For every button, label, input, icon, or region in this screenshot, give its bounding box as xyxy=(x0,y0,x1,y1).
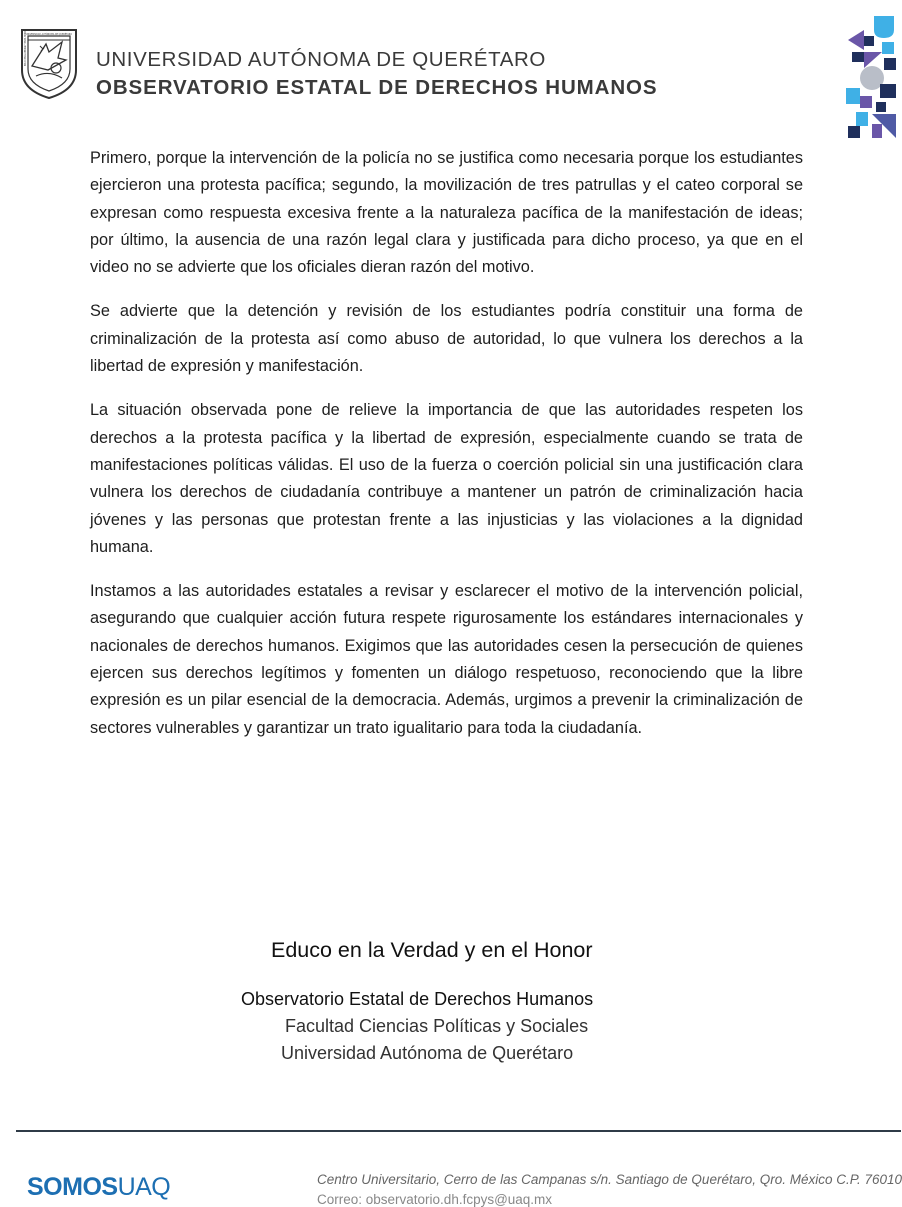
signature-faculty: Facultad Ciencias Políticas y Sociales xyxy=(285,1016,589,1036)
somos-uaq-logo xyxy=(27,1173,170,1202)
footer-contact: Correo: observatorio.dh.fcpys@uaq.mx xyxy=(317,1192,553,1207)
university-seal-icon xyxy=(18,7,91,100)
brand-light: UAQ xyxy=(117,1173,171,1201)
university-name: UNIVERSIDAD AUTÓNOMA DE QUERÉTARO xyxy=(96,48,546,71)
footer-address: Centro Universitario, Cerro de las Campanas s/n. Santiago de Querétaro, Qro. México C.P. 76010 xyxy=(317,1172,902,1187)
seal-motto-text: EDUCO EN LA VERDAD Y EN EL HONOR xyxy=(23,7,27,66)
letter-body xyxy=(90,145,803,759)
paragraph-4: Instamos a las autoridades estatales a revisar y esclarecer el motivo de la intervención policial, asegurando que cualquier acción futura respete rigurosamente los estándares internacionales y nacionales de derechos humanos. Exigimos que las autoridades cesen la persecución de quienes ejercen sus derechos legítimos y fomenten un diálogo respetuoso, reconociendo que la libre expresión es un pilar esencial de la democracia. Además, urgimos a prevenir la criminalización de sectores vulnerables y garantizar un trato igualitario para toda la ciudadanía. xyxy=(90,582,803,737)
paragraph-1: Primero, porque la intervención de la policía no se justifica como necesaria porque los estudiantes ejercieron una protesta pacífica; segundo, la movilización de tres patrullas y el cateo corporal se expresan como respuesta excesiva frente a la naturaleza pacífica de la manifestación de ideas; por último, la ausencia de una razón legal clara y justificada para dicho proceso, ya que en el video no se advierte que los oficiales dieran razón del motivo. xyxy=(90,149,803,277)
observatory-name: OBSERVATORIO ESTATAL DE DERECHOS HUMANOS xyxy=(96,76,658,99)
seal-ring-text: UNIVERSIDAD AUTÓNOMA DE QUERÉTARO xyxy=(26,32,91,36)
institutional-motto: Educo en la Verdad y en el Honor xyxy=(271,938,593,962)
letterhead xyxy=(0,0,901,150)
signature-organization: Observatorio Estatal de Derechos Humanos xyxy=(241,989,594,1009)
signature-university: Universidad Autónoma de Querétaro xyxy=(281,1043,574,1063)
brand-bold: SOMOS xyxy=(27,1173,118,1201)
paragraph-2: Se advierte que la detención y revisión de los estudiantes podría constituir una forma de criminalización de la protesta así como abuso de autoridad, lo que vulnera los derechos a la libertad de expresión y manifestación. xyxy=(90,302,803,376)
uaq-geometric-logo-icon xyxy=(842,16,898,142)
paragraph-3: La situación observada pone de relieve la importancia de que las autoridades respeten los derechos a la protesta pacífica y la libertad de expresión, especialmente cuando se trata de manifestaciones políticas válidas. El uso de la fuerza o coerción policial sin una justificación clara vulnera los derechos de ciudadanía contribuye a mantener un patrón de criminalización hacia jóvenes y las personas que protestan frente a las injusticias y las violaciones a la dignidad humana. xyxy=(90,401,803,556)
footer-divider xyxy=(16,1130,901,1132)
